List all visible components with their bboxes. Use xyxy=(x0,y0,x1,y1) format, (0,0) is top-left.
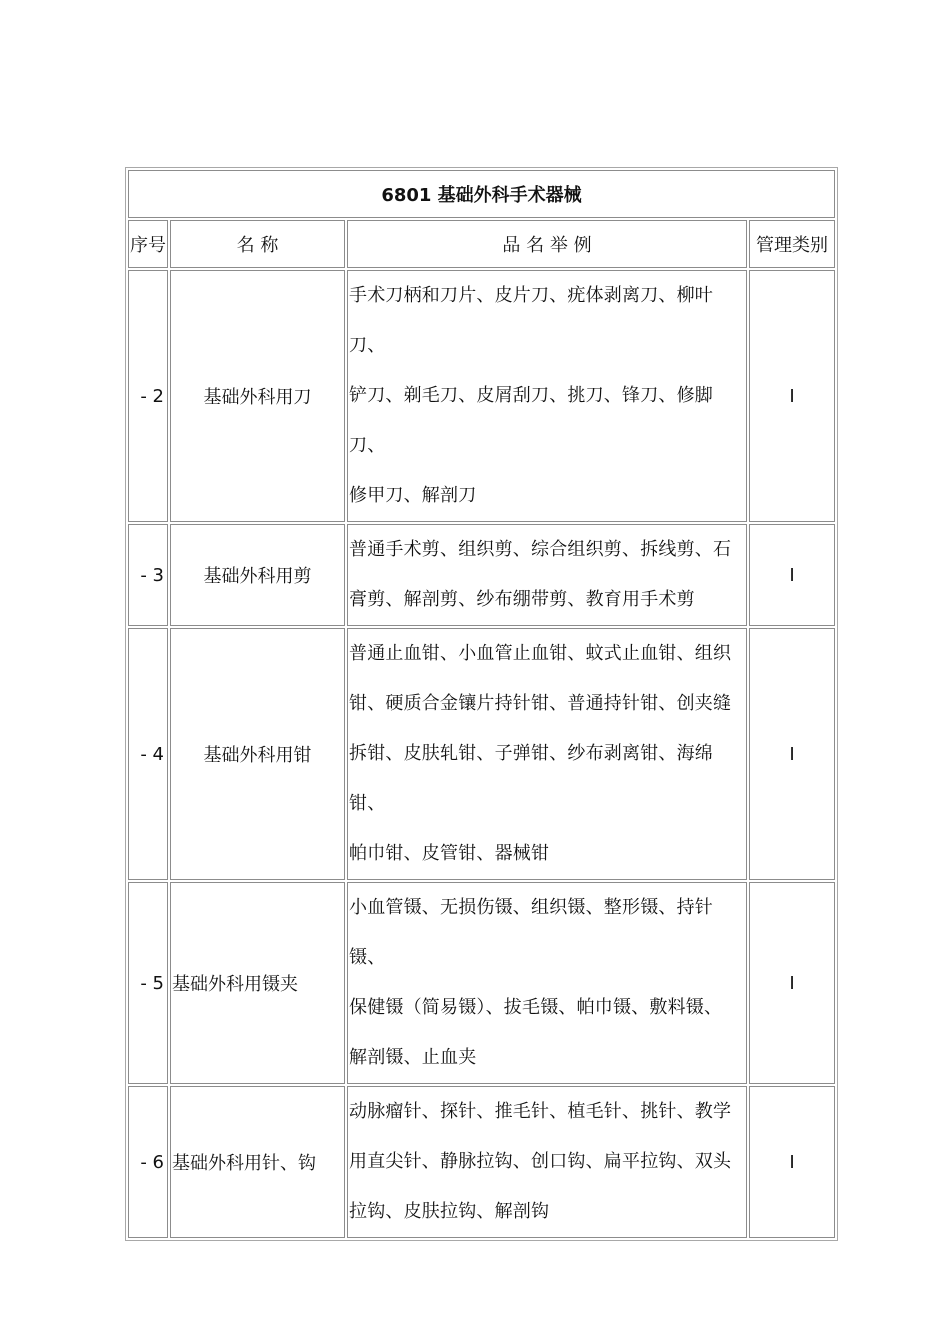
row-examples xyxy=(347,628,747,880)
header-examples: 品 名 举 例 xyxy=(347,220,747,268)
table-row xyxy=(128,882,835,1084)
header-row xyxy=(128,220,835,268)
example-line: 普通止血钳、小血管止血钳、蚊式止血钳、组织 xyxy=(349,643,732,664)
example-line: 钳、硬质合金镶片持针钳、普通持针钳、创夹缝 xyxy=(349,693,732,714)
example-line: 膏剪、解剖剪、纱布绷带剪、教育用手术剪 xyxy=(349,589,695,610)
example-line: 解剖镊、止血夹 xyxy=(349,1047,477,1068)
row-category: I xyxy=(749,1086,835,1238)
example-line: 手术刀柄和刀片、皮片刀、疣体剥离刀、柳叶刀、 xyxy=(349,285,713,356)
row-number: - 4 xyxy=(128,628,168,880)
example-line: 小血管镊、无损伤镊、组织镊、整形镊、持针镊、 xyxy=(349,897,713,968)
row-number: - 5 xyxy=(128,882,168,1084)
row-category: I xyxy=(749,524,835,626)
example-line: 普通手术剪、组织剪、综合组织剪、拆线剪、石 xyxy=(349,539,732,560)
example-line: 动脉瘤针、探针、推毛针、植毛针、挑针、教学 xyxy=(349,1101,732,1122)
device-table xyxy=(125,167,838,1241)
example-line: 拆钳、皮肤轧钳、子弹钳、纱布剥离钳、海绵钳、 xyxy=(349,743,713,814)
header-no: 序号 xyxy=(128,220,168,268)
row-name: 基础外科用刀 xyxy=(170,270,345,522)
example-line: 帕巾钳、皮管钳、器械钳 xyxy=(349,843,550,864)
row-examples xyxy=(347,882,747,1084)
row-examples xyxy=(347,1086,747,1238)
row-examples xyxy=(347,270,747,522)
table-row xyxy=(128,524,835,626)
example-line: 保健镊（简易镊）、拔毛镊、帕巾镊、敷料镊、 xyxy=(349,997,723,1018)
row-name: 基础外科用剪 xyxy=(170,524,345,626)
header-category: 管理类别 xyxy=(749,220,835,268)
example-line: 用直尖针、静脉拉钩、创口钩、扁平拉钩、双头 xyxy=(349,1151,732,1172)
row-number: - 6 xyxy=(128,1086,168,1238)
row-examples xyxy=(347,524,747,626)
row-number: - 3 xyxy=(128,524,168,626)
row-name: 基础外科用钳 xyxy=(170,628,345,880)
table-row xyxy=(128,628,835,880)
header-name: 名 称 xyxy=(170,220,345,268)
table-title: 6801 基础外科手术器械 xyxy=(128,170,835,218)
table-row xyxy=(128,270,835,522)
table-row xyxy=(128,1086,835,1238)
row-category: I xyxy=(749,882,835,1084)
example-line: 修甲刀、解剖刀 xyxy=(349,485,477,506)
example-line: 拉钩、皮肤拉钩、解剖钩 xyxy=(349,1201,550,1222)
row-name: 基础外科用针、钩 xyxy=(170,1086,345,1238)
row-name: 基础外科用镊夹 xyxy=(170,882,345,1084)
example-line: 铲刀、剃毛刀、皮屑刮刀、挑刀、锋刀、修脚刀、 xyxy=(349,385,713,456)
row-category: I xyxy=(749,270,835,522)
row-category: I xyxy=(749,628,835,880)
row-number: - 2 xyxy=(128,270,168,522)
